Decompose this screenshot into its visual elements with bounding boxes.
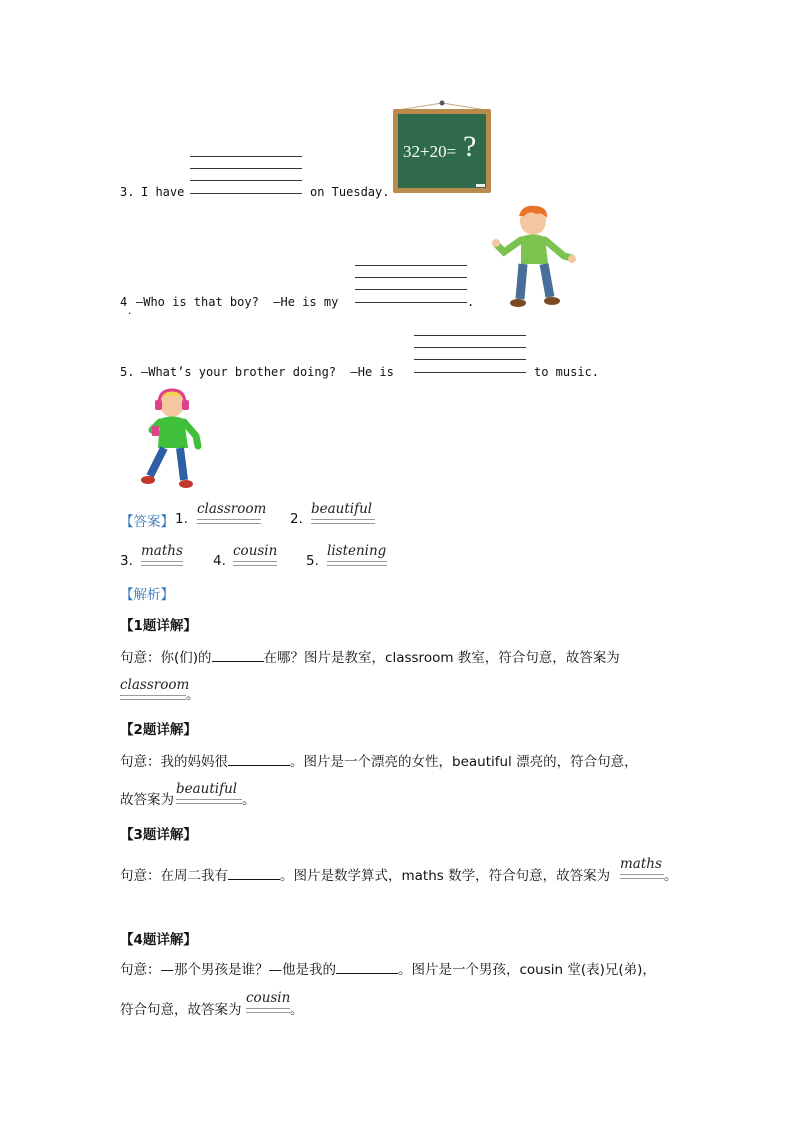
detail-3-text-a: 句意：在周二我有 (120, 868, 228, 884)
detail-2-text-a: 句意：我的妈妈很 (120, 754, 228, 770)
q3-number: 3. (120, 185, 135, 199)
detail-2-end: 。 (242, 792, 256, 808)
detail-3-answer-text: maths (620, 856, 662, 872)
answer-1-text: classroom (197, 501, 267, 517)
detail-2-line2-text: 故答案为 (120, 792, 174, 808)
answer-5-number: 5. (306, 553, 319, 569)
q5-text: —What’s your brother doing? —He is (141, 365, 394, 379)
q4-dot: . (127, 307, 133, 317)
detail-1-answer (120, 677, 190, 701)
answer-2-number: 2. (290, 511, 303, 527)
q5-number: 5. (120, 365, 135, 379)
detail-1-end: 。 (186, 687, 200, 703)
blackboard-equation: 32+20= (403, 142, 457, 161)
q5-answer-lines[interactable] (414, 335, 526, 373)
detail-4-heading: 【4题详解】 (120, 932, 197, 948)
q5-text-after: to music. (534, 365, 600, 379)
detail-4-line (120, 958, 656, 978)
q4-answer-lines[interactable] (355, 265, 467, 303)
answer-5-text: listening (327, 543, 387, 559)
answer-4-word (233, 543, 277, 567)
detail-2-answer-text: beautiful (176, 781, 238, 797)
detail-1-answer-text: classroom (120, 677, 190, 693)
blackboard-image (390, 100, 494, 196)
detail-3-text-b: 。图片是数学算式，maths 数学，符合句意，故答案为 (280, 868, 611, 884)
detail-2-line (120, 750, 638, 770)
detail-4-answer-text: cousin (246, 990, 291, 1006)
blackboard-question-mark: ? (463, 130, 477, 163)
answer-1-word (197, 501, 267, 525)
answer-5-word (327, 543, 387, 567)
detail-1-heading: 【1题详解】 (120, 618, 197, 634)
detail-3-end: 。 (664, 868, 678, 884)
detail-3-answer (620, 856, 664, 880)
q3-answer-lines[interactable] (190, 156, 302, 194)
q4-number: 4 (120, 295, 128, 309)
detail-4-blank (336, 959, 398, 974)
boy-image (492, 204, 576, 308)
detail-4-end: 。 (290, 1002, 304, 1018)
q4-text-end: . (467, 295, 475, 309)
answer-3-text: maths (141, 543, 183, 559)
detail-2-answer (176, 781, 242, 805)
detail-2-blank (228, 751, 290, 766)
q3-text-after: on Tuesday. (310, 185, 390, 199)
q3-text-before: I have (141, 185, 185, 199)
detail-1-text-b: 在哪？图片是教室，classroom 教室，符合句意，故答案为 (263, 650, 620, 666)
answer-2-word (311, 501, 375, 525)
boy-headphones-image (140, 386, 204, 490)
detail-1-blank (212, 647, 264, 662)
answer-4-text: cousin (233, 543, 278, 559)
detail-1-text-a: 句意：你(们)的 (120, 650, 212, 666)
detail-4-text-b: 。图片是一个男孩，cousin 堂(表)兄(弟)， (398, 962, 656, 978)
answer-label: 【答案】 (120, 514, 174, 530)
answer-4-number: 4. (213, 553, 226, 569)
detail-2-text-b: 。图片是一个漂亮的女性，beautiful 漂亮的，符合句意， (290, 754, 638, 770)
answer-1-number: 1. (175, 511, 188, 527)
detail-2-heading: 【2题详解】 (120, 722, 197, 738)
detail-4-answer (246, 990, 290, 1014)
detail-3-heading: 【3题详解】 (120, 827, 197, 843)
detail-3-line (120, 864, 610, 884)
detail-4-text-a: 句意：—那个男孩是谁？—他是我的 (120, 962, 336, 978)
analysis-label: 【解析】 (120, 587, 174, 603)
detail-1-line (120, 646, 620, 666)
q4-text: —Who is that boy? —He is my (136, 295, 339, 309)
answer-3-word (141, 543, 183, 567)
detail-3-blank (228, 865, 280, 880)
detail-4-line2-text: 符合句意，故答案为 (120, 1002, 242, 1018)
answer-3-number: 3. (120, 553, 133, 569)
answer-2-text: beautiful (311, 501, 373, 517)
